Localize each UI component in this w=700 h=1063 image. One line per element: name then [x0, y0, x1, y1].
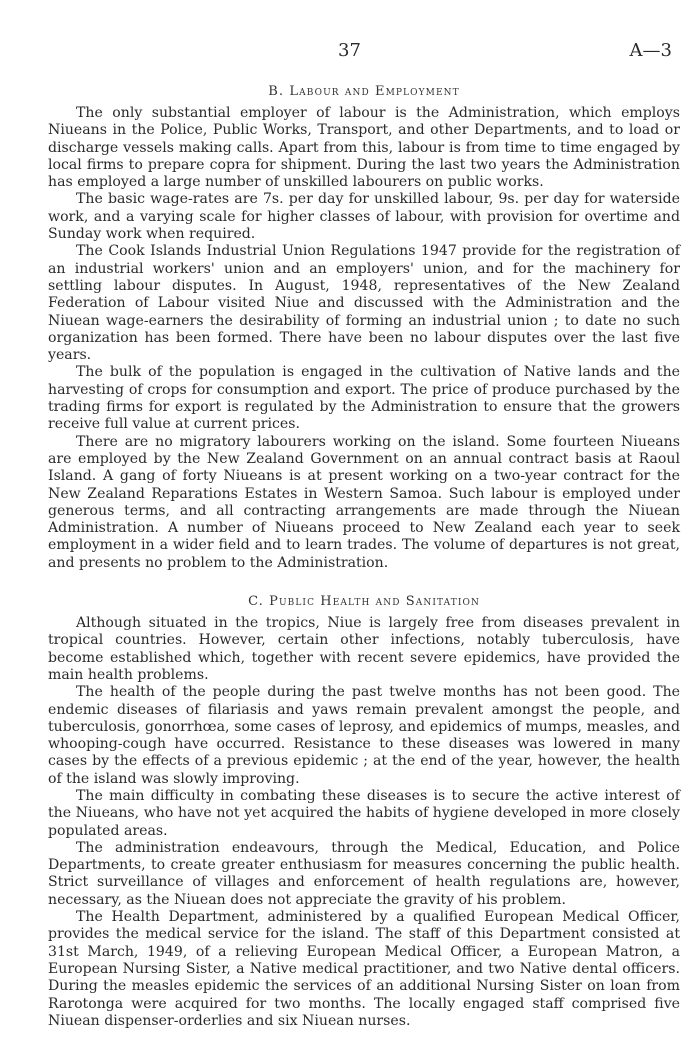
paragraph: Although situated in the tropics, Niue is largely free from diseases prevalent in tropical countries. However, certain other infections, notably tuberculosis, have become established which, together with recent severe epidemics, have provided the main health problems.	[48, 615, 680, 683]
page-number: 37	[338, 40, 361, 61]
paragraph: The bulk of the population is engaged in the cultivation of Native lands and the harvesting of crops for consumption and export. The price of produce purchased by the trading firms for export is regulated by the Administration to ensure that the growers receive full value at current prices.	[48, 364, 680, 433]
paragraph: The main difficulty in combating these diseases is to secure the active interest of the Niueans, who have not yet acquired the habits of hygiene developed in more closely populated areas.	[48, 787, 680, 839]
page-code: A—3	[629, 40, 672, 61]
section-heading-health: C. Public Health and Sanitation	[248, 594, 480, 610]
paragraph: The health of the people during the past twelve months has not been good. The endemic diseases of filariasis and yaws remain prevalent amongst the people, and tuberculosis, gonorrhœa, some cases of leprosy, and epidemics of mumps, measles, and whooping-cough have occurred. Resistance to these diseases was lowered in many cases by the effects of a previous epidemic ; at the end of the year, however, the health of the island was slowly improving.	[48, 684, 680, 787]
paragraph: The Health Department, administered by a qualified European Medical Officer, provides the medical service for the island. The staff of this Department consisted at 31st March, 1949, of a relieving European Medical Officer, a European Matron, a European Nursing Sister, a Native medical practitioner, and two Native dental officers. During the measles epidemic the services of an additional Nursing Sister on loan from Rarotonga were acquired for two months. The locally engaged staff comprised five Niuean dispenser-orderlies and six Niuean nurses.	[48, 909, 680, 1029]
page-header	[0, 40, 700, 64]
paragraph: The administration endeavours, through the Medical, Education, and Police Departments, to create greater enthusiasm for measures concerning the public health. Strict surveillance of villages and enforcement of health regulations are, however, necessary, as the Niuean does not appreciate the gravity of his problem.	[48, 839, 680, 908]
paragraph: The only substantial employer of labour is the Administration, which employs Niueans in the Police, Public Works, Transport, and other Departments, and to load or discharge vessels making calls. Apart from this, labour is from time to time engaged by local firms to prepare copra for shipment. During the last two years the Administration has employed a large number of unskilled labourers on public works.	[48, 105, 680, 191]
paragraph: There are no migratory labourers working on the island. Some fourteen Niueans are employed by the New Zealand Government on an annual contract basis at Raoul Island. A gang of forty Niueans is at present working on a two-year contract for the New Zealand Reparations Estates in Western Samoa. Such labour is employed under generous terms, and all contracting arrangements are made through the Niuean Administration. A number of Niueans proceed to New Zealand each year to seek employment in a wider field and to learn trades. The volume of departures is not great, and presents no problem to the Administration.	[48, 433, 680, 571]
section-heading-labour: B. Labour and Employment	[268, 84, 460, 99]
paragraph: The basic wage-rates are 7s. per day for unskilled labour, 9s. per day for waterside work, and a varying scale for higher classes of labour, with provision for overtime and Sunday work when required.	[48, 191, 680, 243]
page-body	[48, 84, 680, 1030]
paragraph: The Cook Islands Industrial Union Regulations 1947 provide for the registration of an industrial workers' union and an employers' union, and for the machinery for settling labour disputes. In August, 1948, representatives of the New Zealand Federation of Labour visited Niue and discussed with the Administration and the Niuean wage-earners the desirability of forming an industrial union ; to date no such organization has been formed. There have been no labour disputes over the last five years.	[48, 243, 680, 364]
